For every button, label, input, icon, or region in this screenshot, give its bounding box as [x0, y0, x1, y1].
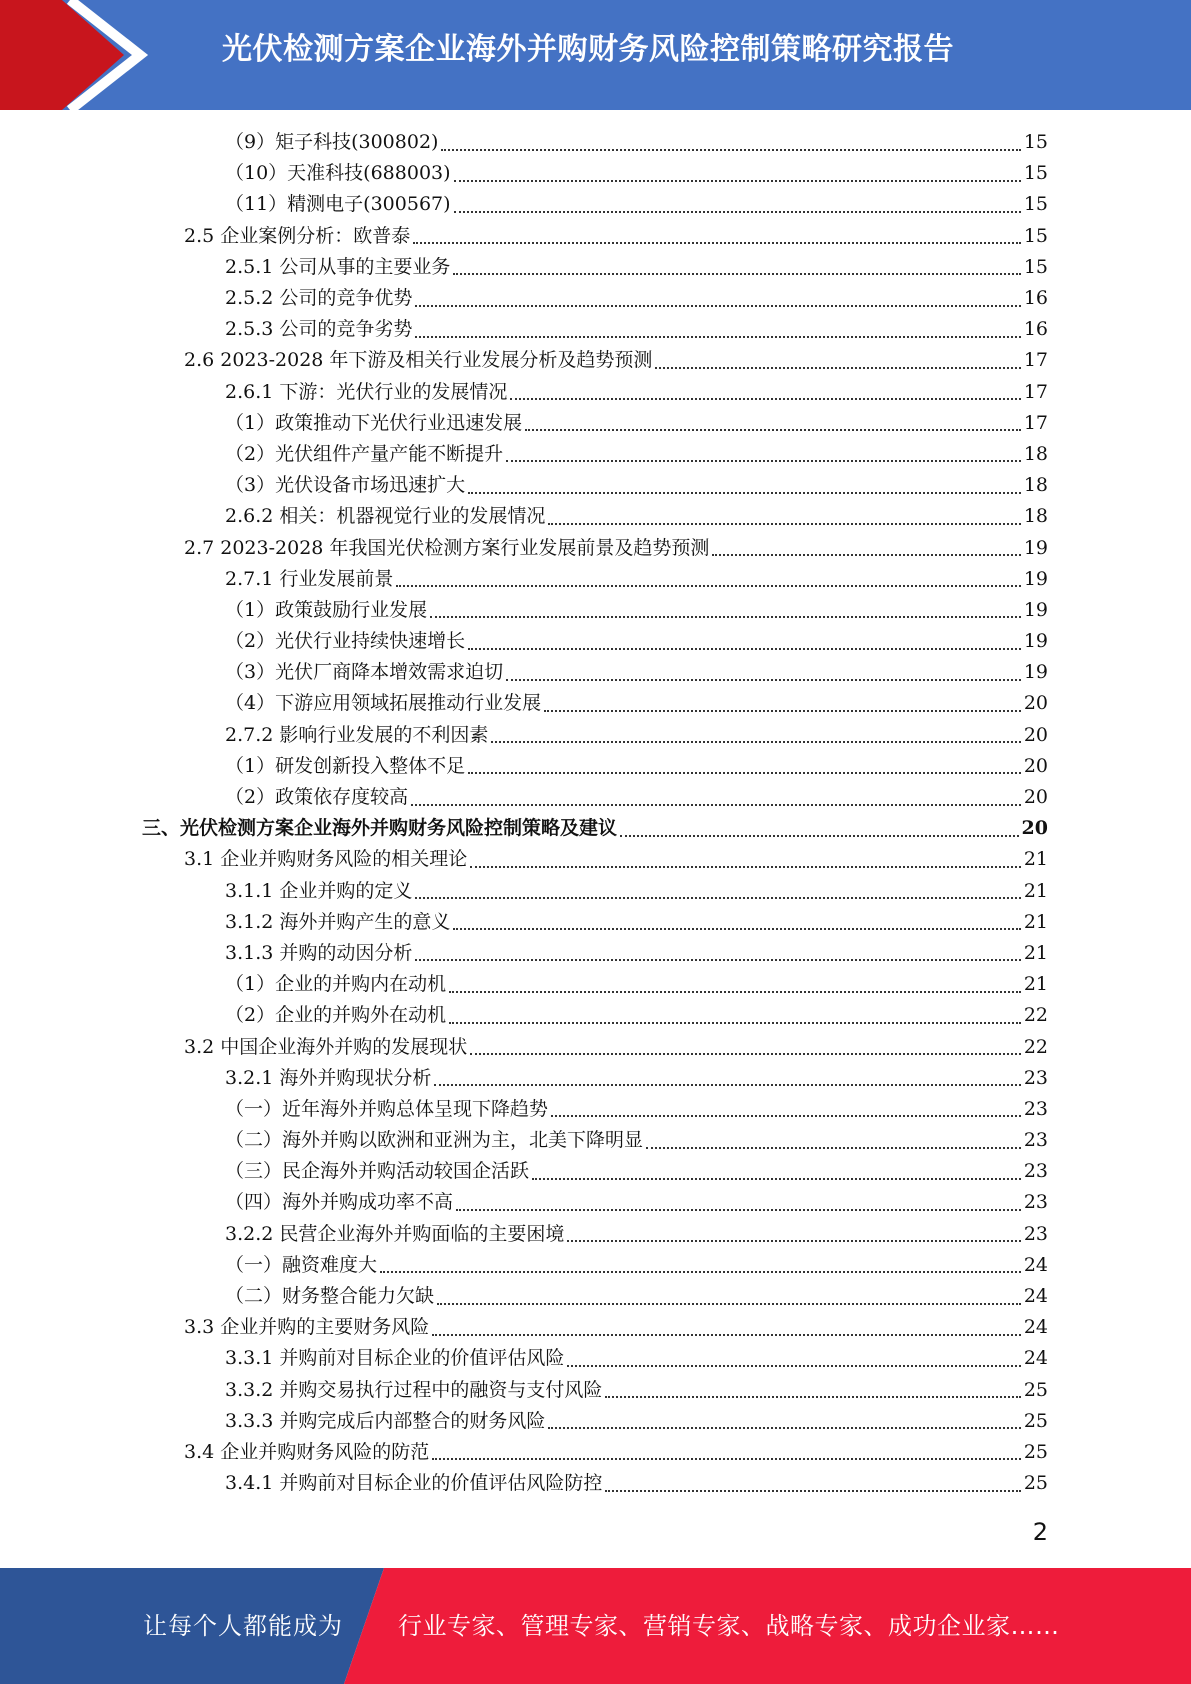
toc-entry-title: （3）光伏设备市场迅速扩大 [225, 474, 466, 497]
toc-entry-title: （一）近年海外并购总体呈现下降趋势 [225, 1097, 549, 1120]
toc-entry-page: 19 [1023, 536, 1048, 559]
toc-entry[interactable] [0, 158, 1191, 189]
report-title: 光伏检测方案企业海外并购财务风险控制策略研究报告 [222, 32, 954, 67]
toc-entry-title: 3.3.1 并购前对目标企业的价值评估风险 [225, 1347, 565, 1370]
toc-dot-leader [470, 1053, 1021, 1055]
toc-entry-title: （2）政策依存度较高 [225, 786, 409, 809]
toc-entry-title: 2.6 2023-2028 年下游及相关行业发展分析及趋势预测 [184, 349, 653, 372]
toc-entry-page: 20 [1023, 786, 1048, 809]
toc-entry[interactable] [0, 1468, 1191, 1499]
toc-dot-leader [449, 991, 1021, 993]
toc-entry-page: 20 [1023, 723, 1048, 746]
toc-entry-page: 17 [1023, 380, 1048, 403]
toc-entry-page: 16 [1023, 318, 1048, 341]
toc-entry-title: 3.3.3 并购完成后内部整合的财务风险 [225, 1409, 546, 1432]
toc-dot-leader [454, 211, 1021, 213]
toc-entry-title: 3.1.2 海外并购产生的意义 [225, 910, 451, 933]
toc-entry[interactable] [0, 1343, 1191, 1374]
toc-entry-title: 2.7.1 行业发展前景 [225, 567, 394, 590]
toc-dot-leader [456, 1209, 1021, 1211]
toc-entry-title: （10）天准科技(688003) [225, 162, 451, 185]
table-of-contents [0, 127, 1191, 1499]
toc-dot-leader [415, 897, 1020, 899]
toc-entry[interactable] [0, 1156, 1191, 1187]
toc-entry-title: （2）光伏行业持续快速增长 [225, 630, 466, 653]
toc-entry-page: 15 [1023, 131, 1048, 154]
toc-entry-title: 3.1.1 企业并购的定义 [225, 879, 413, 902]
toc-entry-page: 25 [1023, 1378, 1048, 1401]
toc-entry-page: 17 [1023, 411, 1048, 434]
toc-dot-leader [551, 1115, 1021, 1117]
toc-entry[interactable] [0, 1125, 1191, 1156]
toc-entry-title: 2.5.1 公司从事的主要业务 [225, 255, 451, 278]
toc-entry[interactable] [0, 283, 1191, 314]
toc-entry-title: 3.2 中国企业海外并购的发展现状 [184, 1035, 468, 1058]
toc-entry-title: （四）海外并购成功率不高 [225, 1191, 454, 1214]
toc-dot-leader [468, 772, 1021, 774]
toc-entry[interactable] [0, 1406, 1191, 1437]
toc-entry[interactable] [0, 1063, 1191, 1094]
toc-entry[interactable] [0, 314, 1191, 345]
toc-entry[interactable] [0, 782, 1191, 813]
toc-entry[interactable] [0, 1031, 1191, 1062]
toc-entry-page: 19 [1023, 567, 1048, 590]
toc-entry-page: 21 [1023, 941, 1048, 964]
toc-dot-leader [544, 710, 1021, 712]
toc-entry-title: （3）光伏厂商降本增效需求迫切 [225, 661, 504, 684]
toc-entry[interactable] [0, 189, 1191, 220]
toc-entry-title: 2.6.2 相关：机器视觉行业的发展情况 [225, 505, 546, 528]
toc-dot-leader [605, 1490, 1020, 1492]
toc-entry-page: 23 [1023, 1129, 1048, 1152]
toc-entry[interactable] [0, 1250, 1191, 1281]
toc-entry-page: 18 [1023, 442, 1048, 465]
toc-entry[interactable] [0, 127, 1191, 158]
toc-entry-page: 21 [1023, 879, 1048, 902]
toc-entry-page: 18 [1023, 474, 1048, 497]
toc-dot-leader [454, 180, 1021, 182]
toc-entry-page: 23 [1023, 1066, 1048, 1089]
toc-dot-leader [655, 367, 1020, 369]
toc-dot-leader [525, 429, 1021, 431]
toc-entry-title: （一）融资难度大 [225, 1253, 378, 1276]
toc-entry-title: 3.1.3 并购的动因分析 [225, 941, 413, 964]
toc-dot-leader [453, 273, 1020, 275]
toc-entry-title: 2.6.1 下游：光伏行业的发展情况 [225, 380, 508, 403]
toc-entry-page: 15 [1023, 224, 1048, 247]
toc-entry[interactable] [0, 532, 1191, 563]
toc-entry-title: （4）下游应用领域拓展推动行业发展 [225, 692, 542, 715]
toc-dot-leader [567, 1365, 1020, 1367]
toc-entry[interactable] [0, 1094, 1191, 1125]
toc-entry-title: 3.2.2 民营企业海外并购面临的主要困境 [225, 1222, 565, 1245]
toc-dot-leader [380, 1271, 1021, 1273]
toc-entry-title: （二）财务整合能力欠缺 [225, 1285, 435, 1308]
toc-entry-page: 25 [1023, 1472, 1048, 1495]
toc-dot-leader [712, 554, 1020, 556]
toc-dot-leader [441, 149, 1020, 151]
toc-entry[interactable] [0, 907, 1191, 938]
toc-entry-page: 19 [1023, 630, 1048, 653]
toc-dot-leader [411, 804, 1021, 806]
toc-entry[interactable] [0, 1187, 1191, 1218]
toc-dot-leader [432, 1334, 1021, 1336]
toc-entry[interactable] [0, 595, 1191, 626]
toc-entry-page: 24 [1023, 1285, 1048, 1308]
toc-entry-page: 15 [1023, 255, 1048, 278]
toc-entry[interactable] [0, 969, 1191, 1000]
toc-entry[interactable] [0, 221, 1191, 252]
toc-dot-leader [468, 648, 1021, 650]
toc-dot-leader [510, 398, 1020, 400]
toc-dot-leader [567, 1240, 1020, 1242]
toc-entry-title: 3.3 企业并购的主要财务风险 [184, 1316, 430, 1339]
toc-entry-page: 16 [1023, 287, 1048, 310]
toc-dot-leader [434, 1084, 1020, 1086]
toc-entry-title: （1）政策推动下光伏行业迅速发展 [225, 411, 523, 434]
toc-dot-leader [396, 585, 1020, 587]
page-footer [0, 1568, 1191, 1684]
toc-entry[interactable] [0, 1219, 1191, 1250]
toc-entry-page: 20 [1023, 692, 1048, 715]
toc-dot-leader [506, 679, 1021, 681]
toc-entry-title: （2）光伏组件产量产能不断提升 [225, 442, 504, 465]
footer-slogan-right: 行业专家、管理专家、营销专家、战略专家、成功企业家…… [398, 1612, 1060, 1640]
toc-entry[interactable] [0, 1281, 1191, 1312]
toc-entry[interactable] [0, 1000, 1191, 1031]
toc-entry-title: 3.2.1 海外并购现状分析 [225, 1066, 432, 1089]
toc-dot-leader [470, 866, 1021, 868]
toc-entry[interactable] [0, 720, 1191, 751]
toc-entry-page: 19 [1023, 661, 1048, 684]
toc-dot-leader [532, 1178, 1021, 1180]
footer-slogan-left: 让每个人都能成为 [143, 1612, 343, 1640]
toc-entry-title: 3.1 企业并购财务风险的相关理论 [184, 848, 468, 871]
toc-entry-page: 25 [1023, 1409, 1048, 1432]
toc-entry-title: 2.5 企业案例分析：欧普泰 [184, 224, 411, 247]
toc-entry[interactable] [0, 501, 1191, 532]
toc-dot-leader [413, 242, 1021, 244]
toc-entry[interactable] [0, 938, 1191, 969]
toc-entry-page: 22 [1023, 1035, 1048, 1058]
toc-entry-page: 19 [1023, 598, 1048, 621]
toc-entry-title: （2）企业的并购外在动机 [225, 1004, 447, 1027]
toc-dot-leader [468, 492, 1021, 494]
toc-dot-leader [432, 1458, 1021, 1460]
page-header [0, 0, 1191, 110]
toc-entry-title: （1）企业的并购内在动机 [225, 973, 447, 996]
toc-entry-title: 3.3.2 并购交易执行过程中的融资与支付风险 [225, 1378, 603, 1401]
toc-entry-title: 3.4 企业并购财务风险的防范 [184, 1440, 430, 1463]
toc-entry-page: 24 [1023, 1316, 1048, 1339]
toc-entry[interactable] [0, 876, 1191, 907]
toc-entry-page: 21 [1023, 910, 1048, 933]
toc-entry[interactable] [0, 813, 1191, 844]
toc-dot-leader [506, 460, 1021, 462]
toc-dot-leader [415, 336, 1020, 338]
toc-entry-page: 23 [1023, 1222, 1048, 1245]
toc-dot-leader [491, 741, 1020, 743]
toc-entry-page: 20 [1021, 817, 1048, 840]
toc-entry-title: （二）海外并购以欧洲和亚洲为主，北美下降明显 [225, 1129, 644, 1152]
toc-entry[interactable] [0, 1312, 1191, 1343]
toc-entry[interactable] [0, 751, 1191, 782]
toc-dot-leader [646, 1147, 1021, 1149]
toc-entry[interactable] [0, 408, 1191, 439]
toc-entry[interactable] [0, 626, 1191, 657]
toc-entry-title: （三）民企海外并购活动较国企活跃 [225, 1160, 530, 1183]
toc-entry-page: 24 [1023, 1253, 1048, 1276]
toc-entry-page: 20 [1023, 754, 1048, 777]
toc-entry[interactable] [0, 1375, 1191, 1406]
toc-entry-page: 23 [1023, 1191, 1048, 1214]
toc-dot-leader [449, 1022, 1021, 1024]
toc-dot-leader [415, 305, 1020, 307]
chevron-arrow-icon [0, 0, 160, 110]
toc-entry-title: （1）研发创新投入整体不足 [225, 754, 466, 777]
toc-entry[interactable] [0, 844, 1191, 875]
toc-entry[interactable] [0, 439, 1191, 470]
toc-entry-page: 15 [1023, 162, 1048, 185]
toc-dot-leader [548, 523, 1020, 525]
toc-entry-title: 2.5.3 公司的竞争劣势 [225, 318, 413, 341]
toc-entry[interactable] [0, 252, 1191, 283]
toc-entry-page: 17 [1023, 349, 1048, 372]
toc-entry[interactable] [0, 377, 1191, 408]
toc-dot-leader [415, 959, 1020, 961]
toc-entry-title: 2.7.2 影响行业发展的不利因素 [225, 723, 489, 746]
toc-dot-leader [548, 1427, 1020, 1429]
toc-entry-page: 22 [1023, 1004, 1048, 1027]
toc-entry-page: 21 [1023, 973, 1048, 996]
toc-entry-page: 23 [1023, 1097, 1048, 1120]
toc-entry-page: 15 [1023, 193, 1048, 216]
toc-entry[interactable] [0, 564, 1191, 595]
toc-dot-leader [605, 1396, 1020, 1398]
toc-entry-title: 2.5.2 公司的竞争优势 [225, 287, 413, 310]
toc-entry-page: 21 [1023, 848, 1048, 871]
toc-entry-page: 25 [1023, 1440, 1048, 1463]
toc-entry[interactable] [0, 657, 1191, 688]
toc-entry-title: （1）政策鼓励行业发展 [225, 598, 428, 621]
toc-entry[interactable] [0, 1437, 1191, 1468]
toc-dot-leader [453, 928, 1020, 930]
toc-entry-page: 24 [1023, 1347, 1048, 1370]
toc-dot-leader [620, 835, 1019, 837]
toc-entry-page: 23 [1023, 1160, 1048, 1183]
toc-entry[interactable] [0, 470, 1191, 501]
toc-entry-title: 3.4.1 并购前对目标企业的价值评估风险防控 [225, 1472, 603, 1495]
toc-entry-title: 2.7 2023-2028 年我国光伏检测方案行业发展前景及趋势预测 [184, 536, 710, 559]
toc-entry-title: 三、光伏检测方案企业海外并购财务风险控制策略及建议 [142, 817, 618, 840]
toc-entry-title: （9）矩子科技(300802) [225, 131, 439, 154]
toc-entry-page: 18 [1023, 505, 1048, 528]
toc-entry[interactable] [0, 688, 1191, 719]
toc-entry-title: （11）精测电子(300567) [225, 193, 451, 216]
toc-dot-leader [437, 1303, 1021, 1305]
toc-dot-leader [430, 616, 1021, 618]
page-number: 2 [1032, 1518, 1048, 1546]
toc-entry[interactable] [0, 345, 1191, 376]
